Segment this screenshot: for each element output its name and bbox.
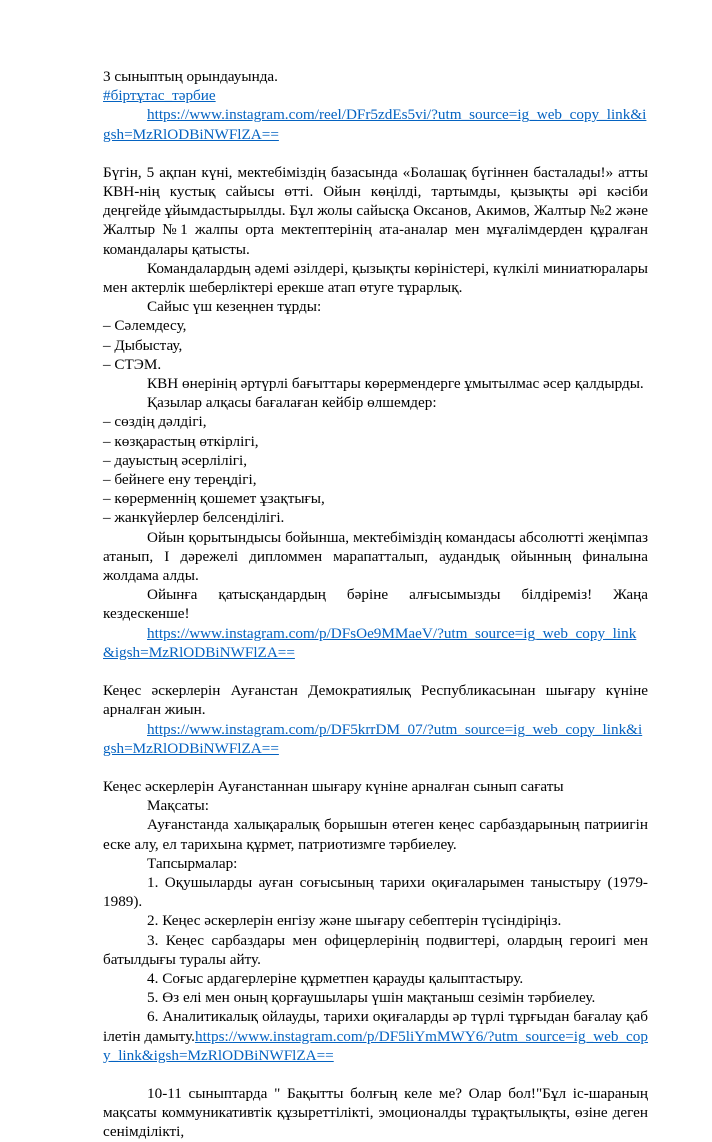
stage-item: – Дыбыстау, (103, 336, 183, 354)
grades-10-11-paragraph: 10-11 сыныптарда " Бақытты болғың келе ме? Олар бол!"Бұл іс-шараның мақсаты коммуникативтік құзыреттілікті, эмоционалды тұрақтылықты, өзіне деген сенімділікті, (103, 1084, 648, 1141)
criteria-item: – көзқарастың өткірлігі, (103, 432, 259, 450)
instagram-post-link[interactable]: https://www.instagram.com/p/DF5krrDM_07/?utm_source=ig_web_copy_link&igsh=MzRlODBiNWFlZA== (103, 720, 643, 757)
tasks-label: Тапсырмалар: (147, 854, 238, 872)
task-item: 5. Өз елі мен оның қорғаушылары үшін мақтаныш сезімін тәрбиелеу. (147, 989, 596, 1007)
criteria-item: – бейнеге ену тереңдігі, (103, 471, 257, 489)
criteria-item: – дауыстың әсерлілігі, (103, 451, 248, 469)
instagram-post-link[interactable]: https://www.instagram.com/p/DF5liYmMWY6/?utm_source=ig_web_copy_link&igsh=MzRlODBiNWFlZA== (103, 1027, 648, 1064)
instagram-post-link[interactable]: https://www.instagram.com/p/DFsOe9MMaeV/?utm_source=ig_web_copy_link&igsh=MzRlODBiNWFlZA== (103, 624, 637, 661)
task-item-with-link (103, 1007, 648, 1065)
goal-paragraph: Ауғанстанда халықаралық борышын өтеген кеңес сарбаздарының патриигін еске алу, ел тарихына құрмет, патриотизмге тәрбиелеу. (103, 816, 648, 853)
task-item: 3. Кеңес сарбаздары мен офицерлерінің подвигтері, олардың героигі мен батылдығы туралы айту. (103, 931, 648, 968)
hashtag-line (103, 86, 648, 105)
task-item: 1. Оқушыларды ауған соғысының тарихи оқиғаларымен таныстыру (1979-1989). (103, 873, 648, 911)
goal-label: Мақсаты: (147, 797, 209, 815)
stage-item: – Сәлемдесу, (103, 317, 187, 335)
impression-paragraph: КВН өнерінің әртүрлі бағыттары көрермендерге ұмытылмас әсер қалдырды. (147, 375, 644, 393)
instagram-reel-link[interactable]: https://www.instagram.com/reel/DFr5zdEs5vi/?utm_source=ig_web_copy_link&igsh=MzRlODBiNWFlZA== (103, 106, 647, 143)
thanks-paragraph: Ойынға қатысқандардың бәріне алғысымызды білдіреміз! Жаңа кездескенше! (103, 586, 648, 623)
criteria-item: – жанкүйерлер белсенділігі. (103, 509, 285, 527)
task-item-text: 6. Аналитикалық ойлауды, тарихи оқиғаларды әр түрлі тұрғыдан бағалау қабілетін дамыту. (103, 1008, 648, 1045)
reel-link-line (103, 105, 648, 143)
criteria-item: – сөздің дәлдігі, (103, 413, 207, 431)
class-3-line: 3 сыныптың орындауында. (103, 68, 278, 85)
afghan-meeting-paragraph: Кеңес әскерлерін Ауғанстан Демократиялық Республикасынан шығару күніне арналған жиын. (103, 682, 648, 719)
document-body (103, 67, 648, 1142)
post-link-line (103, 624, 648, 662)
criteria-item: – көрерменнің қошемет ұзақтығы, (103, 490, 325, 508)
stages-heading: Сайыс үш кезеңнен тұрды: (147, 298, 322, 316)
criteria-heading: Қазылар алқасы бағалаған кейбір өлшемдер: (147, 394, 437, 412)
teams-paragraph: Командалардың әдемі әзілдері, қызықты көріністері, күлкілі миниатюралары мен актерлік шеберліктері ерекше атап өтуге тұрарлық. (103, 259, 648, 297)
stage-item: – СТЭМ. (103, 355, 162, 373)
result-paragraph: Ойын қорытындысы бойынша, мектебіміздің командасы абсолютті жеңімпаз атанып, І дәрежелі дипломмен марапатталып, аудандық ойынның финалына жолдама алды. (103, 528, 648, 585)
post-link-line (103, 720, 648, 758)
task-item: 4. Соғыс ардагерлеріне құрметпен қарауды қалыптастыру. (147, 969, 524, 987)
kvn-intro-paragraph: Бүгін, 5 ақпан күні, мектебіміздің базасында «Болашақ бүгіннен басталады!» атты КВН-нің кустық сайысы өтті. Ойын көңілді, тартымды, қызықты әрі кәсіби деңгейде ұйымдастырылды. Бұл жолы сайысқа Оксанов, Акимов, Жалтыр №2 және Жалтыр №1 жалпы орта мектептерінің ата-аналар мен мұғалімдерден құралған командалары қатысты. (103, 163, 648, 258)
task-item: 2. Кеңес әскерлерін енгізу және шығару себептерін түсіндіріңіз. (147, 912, 562, 930)
hashtag-link[interactable]: #біртұтас_тәрбие (103, 87, 216, 105)
class-hour-title: Кеңес әскерлерін Ауғанстаннан шығару күніне арналған сынып сағаты (103, 777, 564, 795)
